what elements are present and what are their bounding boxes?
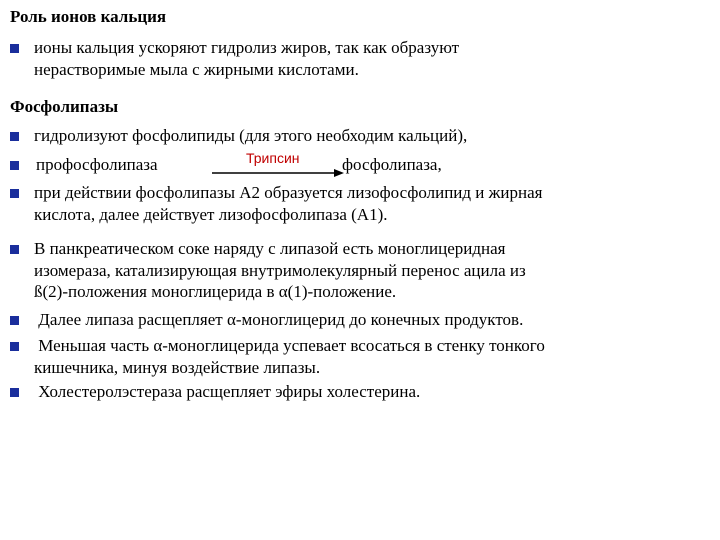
square-bullet-icon bbox=[10, 316, 19, 325]
square-bullet-icon bbox=[10, 132, 19, 141]
right-arrow-icon bbox=[210, 154, 346, 178]
square-bullet-icon bbox=[10, 44, 19, 53]
square-bullet-icon bbox=[10, 189, 19, 198]
proenzyme-label: профосфолипаза bbox=[36, 155, 158, 174]
trypsin-label: Трипсин bbox=[246, 150, 300, 166]
list-item-activation bbox=[10, 150, 710, 178]
activation-arrow bbox=[210, 150, 346, 178]
enzyme-label: фосфолипаза, bbox=[342, 155, 442, 174]
square-bullet-icon bbox=[10, 342, 19, 351]
square-bullet-icon bbox=[10, 161, 19, 170]
heading-phospholipases: Фосфолипазы bbox=[10, 97, 119, 116]
heading-calcium-ions: Роль ионов кальция bbox=[10, 7, 167, 26]
square-bullet-icon bbox=[10, 388, 19, 397]
slide: Роль ионов кальция ионы кальция ускоряют гидролиз жиров, так как образуют нерастворимые мыла с жирными кислотами. Фосфолипазы гидролизуют фосфолипиды (для этого необходим кальций), профосфолипаза Трипсин фосфолипаза, при действии фосфолипазы А2 образуется лизофосфолипид и жирная кислота, далее действует лизофосфолипаза (А1). В панкреатическом соке наряду с липазой есть моноглицеридная изомераза, катализирующая внутримолекулярный перенос ацила из ß(2)-положения моноглицерида в α(1)-положение. Далее липаза расщепляет α-моноглицерид до конечных продуктов. Меньшая часть α-моноглицерида успевает всосаться в стенку тонкого кишечника, минуя воздействие липазы. Холестеролэстераза расщепляет эфиры холестерина. bbox=[0, 0, 720, 540]
square-bullet-icon bbox=[10, 245, 19, 254]
